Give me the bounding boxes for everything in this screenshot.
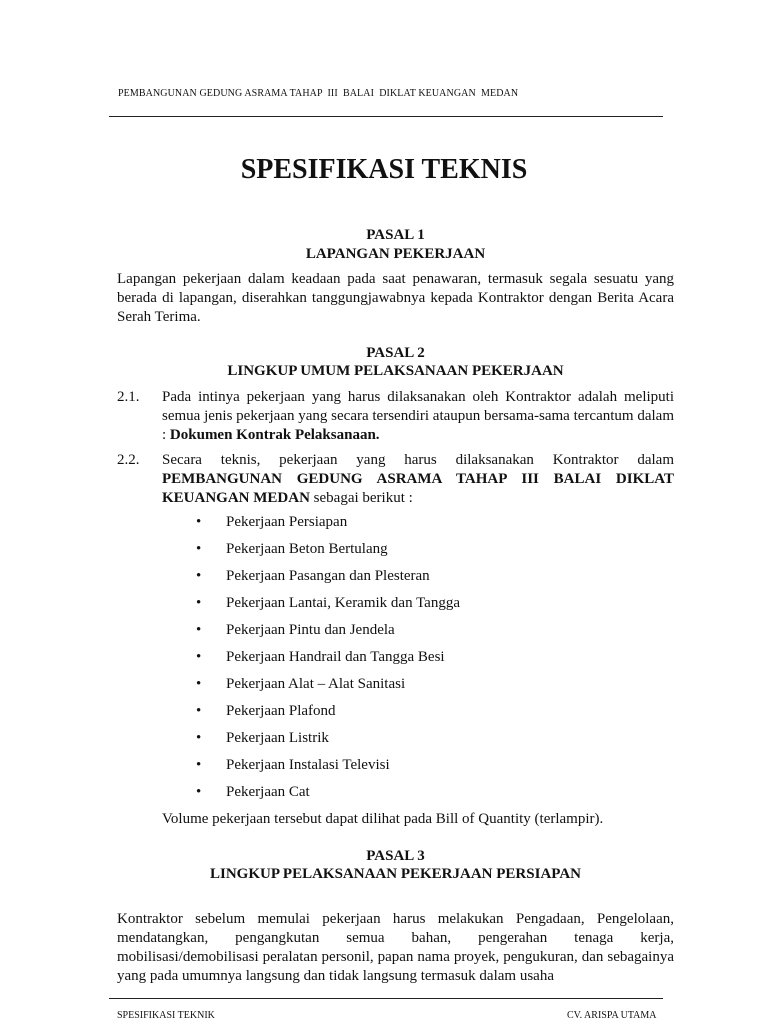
clause-text: Pada intinya pekerjaan yang harus dilaksanakan oleh Kontraktor adalah meliputi semua jenis pekerjaan yang secara tersendiri ataupun bersama-sama tercantum dalam : xyxy=(162,389,674,443)
list-item-label: Pekerjaan Cat xyxy=(226,784,310,800)
clause-text: Secara teknis, pekerjaan yang harus dilaksanakan Kontraktor dalam xyxy=(162,452,674,468)
pasal-1-number: PASAL 1 xyxy=(366,227,425,243)
bullet-icon: • xyxy=(196,595,202,611)
bullet-icon: • xyxy=(196,649,202,665)
work-items-list xyxy=(196,513,460,810)
pasal-2-title: LINGKUP UMUM PELAKSANAAN PEKERJAAN xyxy=(227,363,564,379)
list-item xyxy=(196,756,460,783)
list-item-label: Pekerjaan Plafond xyxy=(226,703,336,719)
list-item xyxy=(196,702,460,729)
pasal-3-title: LINGKUP PELAKSANAAN PEKERJAAN PERSIAPAN xyxy=(209,866,581,882)
list-item xyxy=(196,675,460,702)
clause-number: 2.1. xyxy=(117,389,140,405)
list-item-label: Pekerjaan Listrik xyxy=(226,730,329,746)
bullet-icon: • xyxy=(196,784,202,800)
bullet-icon: • xyxy=(196,622,202,638)
list-item xyxy=(196,567,460,594)
clause-number: 2.2. xyxy=(117,452,140,468)
list-item-label: Pekerjaan Persiapan xyxy=(226,514,348,530)
bullet-icon: • xyxy=(196,757,202,773)
list-item-label: Pekerjaan Lantai, Keramik dan Tangga xyxy=(226,595,460,611)
volume-note: Volume pekerjaan tersebut dapat dilihat pada Bill of Quantity (terlampir). xyxy=(162,811,604,827)
bullet-icon: • xyxy=(196,703,202,719)
clause-body xyxy=(162,451,674,508)
list-item xyxy=(196,540,460,567)
list-item-label: Pekerjaan Instalasi Televisi xyxy=(226,757,390,773)
clause-text-tail: sebagai berikut : xyxy=(309,490,413,506)
footer-left: SPESIFIKASI TEKNIK xyxy=(117,1010,215,1021)
footer-right: CV. ARISPA UTAMA xyxy=(567,1010,657,1021)
list-item xyxy=(196,729,460,756)
bullet-icon: • xyxy=(196,730,202,746)
pasal-1-paragraph: Lapangan pekerjaan dalam keadaan pada saat penawaran, termasuk segala sesuatu yang berada di lapangan, diserahkan tanggungjawabnya kepada Kontraktor dengan Berita Acara Serah Terima. xyxy=(117,271,674,325)
header-rule xyxy=(109,116,663,117)
list-item xyxy=(196,594,460,621)
list-item xyxy=(196,621,460,648)
clause-body xyxy=(162,388,674,445)
list-item-label: Pekerjaan Pintu dan Jendela xyxy=(226,622,395,638)
project-name: PEMBANGUNAN GEDUNG ASRAMA TAHAP III BALAI DIKLAT KEUANGAN MEDAN xyxy=(162,471,674,506)
list-item-label: Pekerjaan Beton Bertulang xyxy=(226,541,388,557)
pasal-3-paragraph: Kontraktor sebelum memulai pekerjaan harus melakukan Pengadaan, Pengelolaan, mendatangkan, pengangkutan semua bahan, pengerahan tenaga kerja, mobilisasi/demobilisasi peralatan personil, papan nama proyek, pengukuran, dan sebagainya yang pada umumnya langsung dan tidak langsung termasuk dalam usaha xyxy=(117,911,674,984)
list-item xyxy=(196,783,460,810)
document-title: SPESIFIKASI TEKNIS xyxy=(240,154,528,185)
list-item-label: Pekerjaan Handrail dan Tangga Besi xyxy=(226,649,445,665)
bullet-icon: • xyxy=(196,676,202,692)
list-item-label: Pekerjaan Alat – Alat Sanitasi xyxy=(226,676,406,692)
pasal-3-number: PASAL 3 xyxy=(366,848,425,864)
list-item-label: Pekerjaan Pasangan dan Plesteran xyxy=(226,568,430,584)
pasal-2-number: PASAL 2 xyxy=(366,345,425,361)
footer-rule xyxy=(109,998,663,999)
bullet-icon: • xyxy=(196,514,202,530)
pasal-1-title: LAPANGAN PEKERJAAN xyxy=(305,246,486,262)
running-header: PEMBANGUNAN GEDUNG ASRAMA TAHAP III BALAI DIKLAT KEUANGAN MEDAN xyxy=(118,88,519,99)
bullet-icon: • xyxy=(196,541,202,557)
list-item xyxy=(196,648,460,675)
list-item xyxy=(196,513,460,540)
clause-bold-text: Dokumen Kontrak Pelaksanaan. xyxy=(169,427,380,443)
bullet-icon: • xyxy=(196,568,202,584)
